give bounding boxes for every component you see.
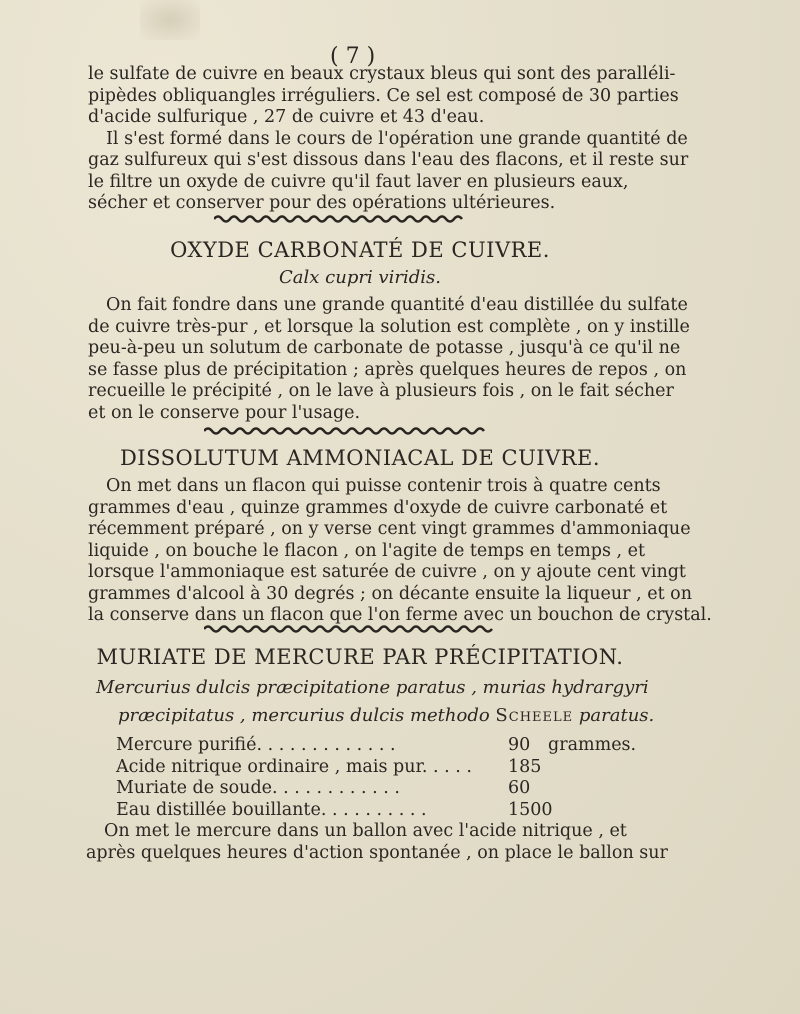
latin-text: præcipitatus , mercurius dulcis methodo [118,705,490,726]
text-line: grammes d'eau , quinze grammes d'oxyde de cuivre carbonaté et [88,497,668,518]
ornament-divider [204,426,490,436]
ingredient-name: Muriate de soude. . . . . . . . . . . . [116,778,400,798]
text-line: récemment préparé , on y verse cent vingt grammes d'ammoniaque [88,519,691,539]
ingredient-quantity: 90 [508,735,531,755]
text-line: grammes d'alcool à 30 degrés ; on décante ensuite la liqueur , et on [88,583,692,604]
text-line: pipèdes obliquangles irréguliers. Ce sel est composé de 30 parties [88,85,679,106]
text-line: de cuivre très-pur , et lorsque la solution est complète , on y instille [88,316,690,337]
latin-synonyms [96,674,656,730]
ingredient-name: Eau distillée bouillante. . . . . . . . . . [116,799,427,820]
paragraph-dissolutum [88,476,712,627]
section-title-dissolutum: DISSOLUTUM AMMONIACAL DE CUIVRE. [119,446,601,470]
text-line: sécher et conserver pour des opérations ultérieures. [88,193,556,213]
ingredients-list [116,735,646,821]
latin-line [96,702,656,730]
text-line: On met le mercure dans un ballon avec l'acide nitrique , et [104,821,627,841]
text-line: gaz sulfureux qui s'est dissous dans l'eau des flacons, et il reste sur [88,150,689,170]
text-line: se fasse plus de précipitation ; après quelques heures de repos , on [88,359,687,380]
ornament-divider [214,214,466,224]
section-title-oxyde: OXYDE CARBONATÉ DE CUIVRE. [170,238,550,262]
text-line: recueille le précipité , on le lave à plusieurs fois , on le fait sécher [88,381,674,401]
ingredient-quantity: 185 [508,756,542,777]
wave-ornament [214,214,466,224]
ingredient-row [116,757,646,779]
ingredient-name: Mercure purifié. . . . . . . . . . . . . [116,735,396,755]
latin-line: Mercurius dulcis præcipitatione paratus , murias hydrargyri [96,677,649,698]
wave-ornament [204,426,490,436]
text-line: Il s'est formé dans le cours de l'opération une grande quantité de [106,128,688,149]
ingredient-row [116,778,646,800]
paragraph-oxyde [88,295,690,424]
ingredient-quantity: 60 [508,778,531,798]
ingredient-name: Acide nitrique ordinaire , mais pur. . . . . [116,756,472,777]
text-line: peu-à-peu un solutum de carbonate de potasse , jusqu'à ce qu'il ne [88,338,681,358]
text-line: d'acide sulfurique , 27 de cuivre et 43 d'eau. [88,107,485,127]
section-title-muriate: MURIATE DE MERCURE PAR PRÉCIPITATION. [96,645,624,669]
text-line: le sulfate de cuivre en beaux crystaux bleus qui sont des paralléli- [88,64,676,84]
intro-paragraph [88,64,689,215]
latin-text: paratus. [578,705,655,726]
text-line: On met dans un flacon qui puisse contenir trois à quatre cents [106,476,661,496]
text-line: On fait fondre dans une grande quantité d'eau distillée du sulfate [106,295,688,315]
text-line: lorsque l'ammoniaque est saturée de cuivre , on y ajoute cent vingt [88,562,686,582]
paragraph-muriate [86,821,668,864]
ingredient-row [116,800,646,822]
page-number: ( 7 ) [330,44,376,69]
text-line: le filtre un oxyde de cuivre qu'il faut laver en plusieurs eaux, [88,171,629,192]
wave-ornament [204,624,496,634]
section-subtitle-latin: Calx cupri viridis. [279,267,441,288]
ingredient-quantity: 1500 [508,799,553,820]
ornament-divider [204,624,496,634]
text-line: liquide , on bouche le flacon , on l'agite de temps en temps , et [88,540,646,561]
text-line: après quelques heures d'action spontanée , on place le ballon sur [86,842,668,863]
ingredient-unit: grammes. [548,735,637,755]
author-name: Scheele [495,705,574,726]
paper-stain [140,0,200,40]
text-line: la conserve dans un flacon que l'on ferme avec un bouchon de crystal. [88,605,712,625]
ingredient-row [116,735,646,757]
text-line: et on le conserve pour l'usage. [88,402,361,423]
